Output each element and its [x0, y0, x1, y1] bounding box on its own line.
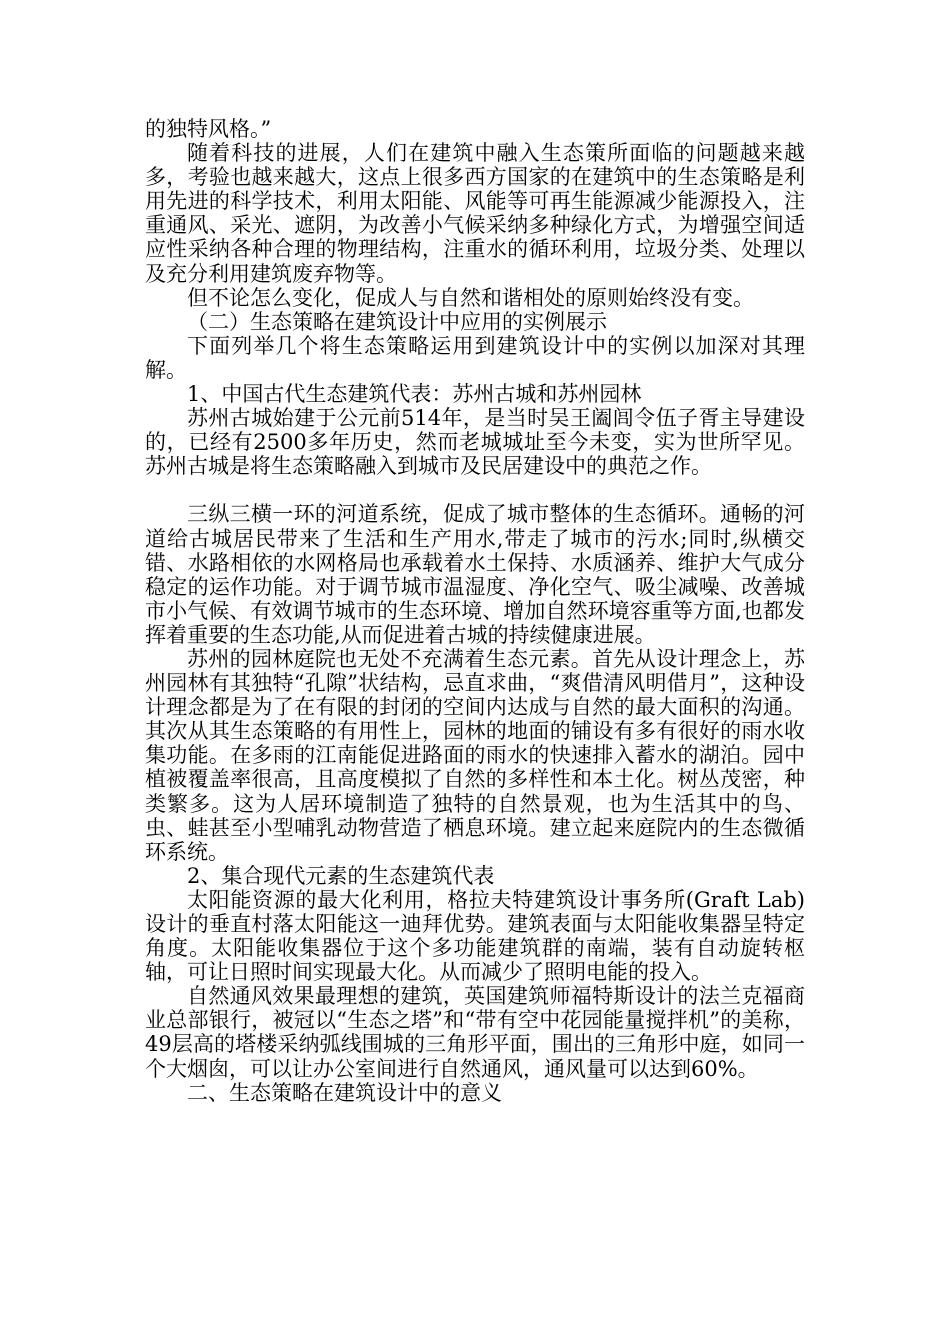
- paragraph-technology: 随着科技的进展，人们在建筑中融入生态策所面临的问题越来越多，考验也越来越大，这点上很多西方国家的在建筑中的生态策略是利用先进的科学技术，利用太阳能、风能等可再生能源减少能源投入，注重通风、采光、遮阴，为改善小气候采纳多种绿化方式，为增强空间适应性采纳各种合理的物理结构，注重水的循环利用，垃圾分类、处理以及充分利用建筑废弃物等。: [145, 141, 805, 286]
- blank-line: [145, 478, 805, 502]
- paragraph-continuation: 的独特风格。”: [145, 117, 272, 141]
- document-page: [145, 117, 805, 1105]
- subheading-suzhou: 1、中国古代生态建筑代表：苏州古城和苏州园林: [187, 382, 642, 407]
- paragraph-solar: 太阳能资源的最大化利用，格拉夫特建筑设计事务所(Graft Lab)设计的垂直村落太阳能这一迪拜优势。建筑表面与太阳能收集器呈特定角度。太阳能收集器位于这个多功能建筑群的南端，装有自动旋转枢轴，可让日照时间实现最大化。从而减少了照明电能的投入。: [145, 887, 805, 985]
- subheading-modern: 2、集合现代元素的生态建筑代表: [187, 863, 495, 888]
- paragraph-river-system: 三纵三横一环的河道系统，促成了城市整体的生态循环。通畅的河道给古城居民带来了生活和生产用水,带走了城市的污水;同时,纵横交错、水路相依的水网格局也承载着水土保持、水质涵养、维护大气成分稳定的运作功能。对于调节城市温湿度、净化空气、吸尘减噪、改善城市小气候、有效调节城市的生态环境、增加自然环境容重等方面,也都发挥着重要的生态功能,从而促进着古城的持续健康进展。: [145, 502, 805, 647]
- paragraph-suzhou-city: 苏州古城始建于公元前514年，是当时吴王阖闾令伍子胥主导建设的，已经有2500多年历史，然而老城城址至今未变，实为世所罕见。苏州古城是将生态策略融入到城市及民居建设中的典范之作。: [145, 406, 805, 479]
- section-heading-examples: （二）生态策略在建筑设计中应用的实例展示: [187, 309, 607, 334]
- paragraph-ventilation: 自然通风效果最理想的建筑，英国建筑师福特斯设计的法兰克福商业总部银行，被冠以“生态之塔”和“带有空中花园能量搅拌机”的美称，49层高的塔楼采纳弧线围城的三角形平面，围出的三角形中庭，如同一个大烟囱，可以让办公室间进行自然通风，通风量可以达到60%。: [145, 984, 805, 1081]
- section-heading-significance: 二、生态策略在建筑设计中的意义: [187, 1080, 502, 1105]
- paragraph-suzhou-gardens: 苏州的园林庭院也无处不充满着生态元素。首先从设计理念上，苏州园林有其独特“孔隙”状结构，忌直求曲，“爽借清风明借月”，这种设计理念都是为了在有限的封闭的空间内达成与自然的最大面积的沟通。其次从其生态策略的有用性上，园林的地面的铺设有多有很好的雨水收集功能。在多雨的江南能促进路面的雨水的快速排入蓄水的湖泊。园中植被覆盖率很高，且高度模拟了自然的多样性和本土化。树丛茂密，种类繁多。这为人居环境制造了独特的自然景观，也为生活其中的鸟、虫、蛙甚至小型哺乳动物营造了栖息环境。建立起来庭院内的生态微循环系统。: [145, 646, 805, 864]
- paragraph-intro-examples: 下面列举几个将生态策略运用到建筑设计中的实例以加深对其理解。: [145, 333, 805, 382]
- paragraph-principle: 但不论怎么变化，促成人与自然和谐相处的原则始终没有变。: [187, 285, 754, 310]
